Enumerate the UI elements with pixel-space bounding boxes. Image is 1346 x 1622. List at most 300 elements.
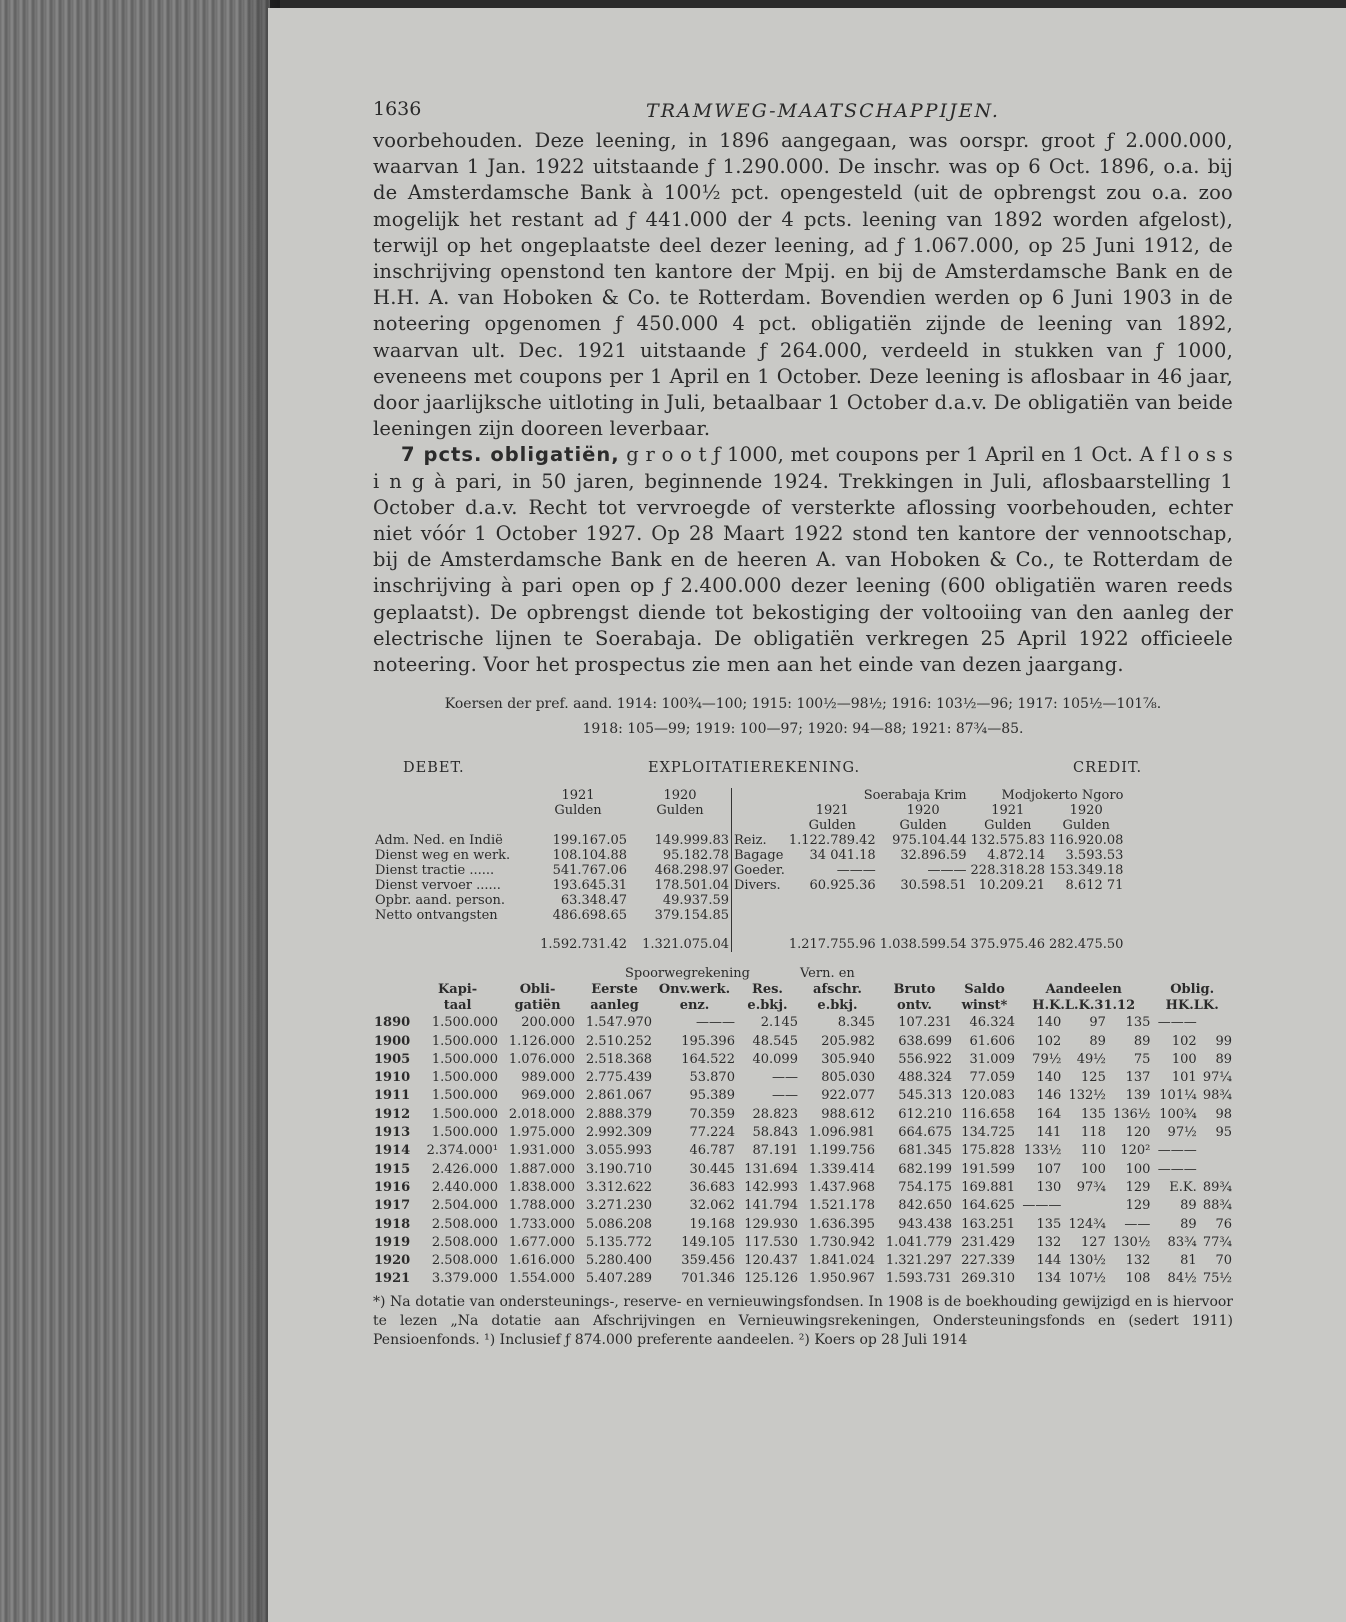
spacer: [373, 818, 527, 833]
hist-cell: ———: [1157, 1015, 1197, 1031]
hist-year: 1911: [374, 1088, 411, 1104]
hist-cell: 1.931.000: [508, 1143, 576, 1159]
hist-cell: 3.271.230: [585, 1198, 653, 1214]
hist-cell: 969.000: [521, 1088, 576, 1104]
spacer: [732, 818, 787, 833]
hist-cell: 989.000: [521, 1070, 576, 1086]
hist-cell: 129: [1125, 1198, 1151, 1214]
spacer: [373, 982, 416, 998]
hist-head-mid: [373, 982, 1233, 998]
debet-value: 199.167.05: [552, 833, 627, 849]
hist-row: [373, 1014, 1233, 1032]
credit-year: 1920: [1069, 803, 1103, 819]
debet-value: 49.937.59: [629, 893, 732, 908]
debet-label: Dienst vervoer ......: [375, 878, 501, 894]
hist-cell: 134.725: [961, 1125, 1016, 1141]
hist-cell: 140: [1036, 1070, 1062, 1086]
hist-cell: 8.345: [837, 1015, 875, 1031]
debet-value: 149.999.83: [629, 833, 732, 848]
expl-row: [373, 908, 1125, 923]
hist-cell: 136½: [1112, 1106, 1151, 1122]
credit-group-label: Modjokerto Ngoro: [1001, 788, 1124, 804]
hist-cell: 3.312.622: [585, 1179, 653, 1195]
spacer: [1047, 893, 1125, 908]
hist-cell: 77¾: [1202, 1234, 1232, 1250]
hist-cell: 164.522: [681, 1051, 735, 1067]
hist-cell: 102: [1171, 1033, 1197, 1049]
hist-cell: 2.518.368: [585, 1051, 653, 1067]
hist-cell: 922.077: [821, 1088, 875, 1104]
hist-cell: 2.861.067: [585, 1088, 653, 1104]
spacer: [373, 937, 527, 952]
hist-cell: 98¾: [1202, 1088, 1232, 1104]
hist-cell: 169.881: [961, 1179, 1016, 1195]
hist-cell: 101: [1171, 1070, 1197, 1086]
hist-cell: 100: [1125, 1161, 1151, 1177]
hist-cell: 1.950.967: [808, 1271, 875, 1287]
hist-cell: 2.508.000: [431, 1253, 499, 1269]
credit-label: Bagage: [734, 848, 784, 864]
hist-year: 1910: [374, 1070, 411, 1086]
hist-cell: 117.530: [744, 1234, 798, 1250]
hist-cell: 1.554.000: [508, 1271, 576, 1287]
hist-cell: 5.280.400: [585, 1253, 653, 1269]
hist-head-label: Saldo: [964, 982, 1005, 998]
hist-cell: [1198, 1142, 1233, 1160]
hist-cell: 682.199: [898, 1161, 953, 1177]
history-table: [373, 966, 1233, 1288]
hist-cell: 359.456: [681, 1253, 735, 1269]
hist-cell: 125.126: [744, 1271, 798, 1287]
book-page: [268, 8, 1346, 1622]
hist-cell: 681.345: [898, 1143, 953, 1159]
hist-cell: 5.135.772: [585, 1234, 653, 1250]
paragraph-1: voorbehouden. Deze leening, in 1896 aangegaan, was oorspr. groot ƒ 2.000.000, waarvan 1 Jan. 1922 uitstaande ƒ 1.290.000. De inschr. was op 6 Oct. 1896, o.a. bij de Amsterdamsche Bank à 100½ pct. opengesteld (uit de opbrengst zou o.a. zoo mogelijk het restant ad ƒ 441.000 der 4 pcts. leening van 1892 worden afgelost), terwijl op het ongeplaatste deel dezer leening, ad ƒ 1.067.000, op 25 Juni 1912, de inschrijving openstond ten kantore der Mpij. en bij de Amsterdamsche Bank en de H.H. A. van Hoboken & Co. te Rotterdam. Bovendien werden op 6 Juni 1903 in de noteering opgenomen ƒ 450.000 4 pct. obligatiën zijnde de leening van 1892, waarvan ult. Dec. 1921 uitstaande ƒ 264.000, verdeeld in stukken van ƒ 1000, eveneens met coupons per 1 April en 1 October. Deze leening is aflosbaar in 46 jaar, door jaarlijksche uitloting in Juli, betaalbaar 1 October d.a.v. De obligatiën van beide leeningen zijn dooreen leverbaar.: [373, 129, 1233, 441]
hist-cell: 97¾: [1076, 1179, 1106, 1195]
credit-label: Goeder.: [734, 863, 785, 879]
hist-cell: 49½: [1076, 1051, 1106, 1067]
hist-cell: 97½: [1167, 1125, 1197, 1141]
hist-cell: 1.500.000: [431, 1088, 499, 1104]
hist-cell: 46.324: [969, 1015, 1016, 1031]
debet-label: Netto ontvangsten: [375, 908, 498, 924]
hist-head-label: Vern. en: [799, 966, 855, 982]
hist-head-bot: [373, 998, 1233, 1014]
page-header: [373, 80, 1233, 122]
hist-cell: 638.699: [898, 1033, 953, 1049]
hist-cell: 2.504.000: [431, 1198, 499, 1214]
hist-head-label: gatiën: [514, 998, 561, 1014]
credit-value: ———: [836, 863, 876, 879]
hist-cell: 120²: [1120, 1143, 1151, 1159]
hist-cell: ——: [771, 1070, 798, 1086]
hist-cell: ———: [1157, 1143, 1197, 1159]
koersen-line-1: Koersen der pref. aand. 1914: 100¾—100; 1915: 100½—98½; 1916: 103½—96; 1917: 105½—101⅞.: [444, 696, 1162, 713]
hist-cell: 132½: [1068, 1088, 1106, 1104]
hist-cell: 107½: [1068, 1271, 1106, 1287]
expl-unit-row: [373, 803, 1125, 818]
hist-cell: 28.823: [752, 1106, 798, 1122]
credit-value: 228.318.28: [970, 863, 1045, 879]
hist-cell: 1.321.297: [885, 1253, 953, 1269]
expl-row: [373, 833, 1125, 848]
hist-row: [373, 1270, 1233, 1288]
hist-cell: 58.843: [752, 1125, 798, 1141]
hist-cell: [1198, 1014, 1233, 1032]
hist-cell: 46.787: [689, 1143, 735, 1159]
hist-cell: 124¾: [1068, 1216, 1106, 1232]
hist-cell: 118: [1081, 1125, 1106, 1141]
hist-head-label: Bruto: [893, 982, 936, 998]
hist-row: [373, 1179, 1233, 1197]
expl-credit-unit-row: [373, 818, 1125, 833]
credit-year: 1921: [991, 803, 1025, 819]
credit-group-cell: [969, 788, 1126, 803]
credit-label: CREDIT.: [1073, 760, 1143, 777]
page-content: [373, 80, 1233, 1350]
exploitatie-heading: [373, 760, 1233, 788]
spacer: [527, 923, 629, 937]
spacer: [969, 908, 1047, 923]
hist-cell: 135: [1081, 1106, 1106, 1122]
hist-cell: 2.510.252: [585, 1033, 653, 1049]
hist-cell: 5.407.289: [585, 1271, 653, 1287]
hist-cell: 89: [1215, 1051, 1232, 1067]
debet-value: 468.298.97: [629, 863, 732, 878]
hist-cell: 3.055.993: [585, 1143, 653, 1159]
hist-cell: 1.547.970: [585, 1015, 653, 1031]
hist-cell: 142.993: [744, 1179, 798, 1195]
hist-head-label: Eerste: [591, 982, 638, 998]
hist-cell: 48.545: [752, 1033, 798, 1049]
credit-value: 34 041.18: [809, 848, 876, 864]
hist-cell: 2.508.000: [431, 1216, 499, 1232]
hist-cell: 97¼: [1202, 1070, 1232, 1086]
spacer: [1047, 908, 1125, 923]
credit-value: 60.925.36: [809, 878, 876, 894]
hist-cell: 805.030: [821, 1070, 875, 1086]
credit-label: Reiz.: [734, 833, 767, 849]
hist-head-label: Obli-: [519, 982, 556, 998]
hist-cell: 1.887.000: [508, 1161, 576, 1177]
spacer: [527, 818, 629, 833]
hist-cell: 132: [1125, 1253, 1151, 1269]
hist-cell: 141.794: [744, 1198, 798, 1214]
hist-cell: 1.788.000: [508, 1198, 576, 1214]
hist-cell: 129.930: [744, 1216, 798, 1232]
hist-cell: 664.675: [898, 1125, 953, 1141]
expl-row: [373, 893, 1125, 908]
hist-year: 1914: [374, 1143, 411, 1159]
hist-cell: ——: [771, 1088, 798, 1104]
spacer: [373, 966, 576, 982]
hist-row: [373, 1069, 1233, 1087]
expl-row: [373, 848, 1125, 863]
hist-cell: 231.429: [961, 1234, 1016, 1250]
hist-cell: 132: [1036, 1234, 1062, 1250]
spacer: [787, 908, 878, 923]
hist-cell: 88¾: [1202, 1198, 1232, 1214]
hist-cell: 2.992.309: [585, 1125, 653, 1141]
spacer: [373, 998, 416, 1014]
debet-value: 108.104.88: [552, 848, 627, 864]
hist-cell: 98: [1215, 1106, 1232, 1122]
expl-row: [373, 878, 1125, 893]
hist-head-label: Oblig.: [1170, 982, 1215, 998]
hist-head-label: ontv.: [897, 998, 932, 1014]
hist-cell: 1.677.000: [508, 1234, 576, 1250]
hist-cell: 1.975.000: [508, 1125, 576, 1141]
hist-cell: ———: [1022, 1198, 1062, 1214]
hist-cell: 130: [1036, 1179, 1062, 1195]
hist-head-label: aanleg: [590, 998, 639, 1014]
credit-value: 975.104.44: [892, 833, 967, 849]
hist-cell: 77.224: [689, 1125, 735, 1141]
credit-label: Divers.: [734, 878, 781, 894]
hist-cell: 133½: [1023, 1143, 1062, 1159]
hist-cell: 1.500.000: [431, 1070, 499, 1086]
hist-year: 1919: [374, 1234, 411, 1250]
hist-cell: 1.841.024: [808, 1253, 875, 1269]
hist-cell: 164.625: [961, 1198, 1016, 1214]
hist-cell: 164: [1036, 1106, 1062, 1122]
hist-cell: 754.175: [898, 1179, 953, 1195]
debet-label: Adm. Ned. en Indië: [375, 833, 503, 849]
hist-cell: 175.828: [961, 1143, 1016, 1159]
hist-cell: 1.730.942: [808, 1234, 875, 1250]
hist-head-label: taal: [443, 998, 472, 1014]
spacer: [787, 893, 878, 908]
hist-cell: 130½: [1068, 1253, 1106, 1269]
hist-head-label: winst*: [961, 998, 1008, 1014]
hist-cell: 75: [1133, 1051, 1151, 1067]
hist-cell: 163.251: [961, 1216, 1016, 1232]
credit-year: 1921: [815, 803, 849, 819]
hist-cell: [1062, 1197, 1107, 1215]
hist-cell: 135: [1125, 1015, 1151, 1031]
hist-cell: 81: [1180, 1253, 1197, 1269]
hist-cell: 19.168: [689, 1216, 735, 1232]
hist-year: 1920: [374, 1253, 411, 1269]
hist-cell: 84½: [1167, 1271, 1197, 1287]
hist-cell: 2.426.000: [431, 1161, 499, 1177]
credit-total: 1.217.755.96: [788, 937, 876, 953]
hist-head-label: Aandeelen: [1045, 982, 1122, 998]
hist-cell: 149.105: [681, 1234, 735, 1250]
exploitatie-table: [373, 788, 1125, 952]
hist-cell: 205.982: [821, 1033, 875, 1049]
spacer: [878, 893, 969, 908]
hist-cell: 988.612: [821, 1106, 875, 1122]
hist-cell: 1.636.395: [808, 1216, 875, 1232]
hist-cell: 2.440.000: [431, 1179, 499, 1195]
unit-label: Gulden: [984, 818, 1032, 834]
hist-cell: 269.310: [961, 1271, 1016, 1287]
credit-value: 132.575.83: [970, 833, 1045, 849]
footnote: *) Na dotatie van ondersteunings-, reserve- en vernieuwingsfondsen. In 1908 is de boekhouding gewijzigd en is hiervoor te lezen „Na dotatie aan Afschrijvingen en Vernieuwingsrekeningen, Ondersteuningsfonds en (sedert 1911) Pensioenfonds. ¹) Inclusief ƒ 874.000 preferente aandeelen. ²) Koers op 28 Juli 1914: [373, 1293, 1233, 1348]
hist-cell: 144: [1036, 1253, 1062, 1269]
hist-year: 1912: [374, 1106, 411, 1122]
hist-cell: 134: [1036, 1271, 1062, 1287]
unit-label: Gulden: [899, 818, 947, 834]
hist-cell: 556.922: [898, 1051, 953, 1067]
spacer: [732, 893, 787, 908]
hist-cell: [1198, 1161, 1233, 1179]
debet-value: 193.645.31: [552, 878, 627, 894]
hist-cell: 53.870: [689, 1070, 735, 1086]
hist-cell: 3.190.710: [585, 1161, 653, 1177]
hist-cell: 227.339: [961, 1253, 1016, 1269]
hist-cell: 116.658: [961, 1106, 1016, 1122]
hist-cell: 139: [1125, 1088, 1151, 1104]
debet-year: 1920: [629, 788, 732, 803]
hist-row: [373, 1197, 1233, 1215]
running-title: TRAMWEG-MAATSCHAPPIJEN.: [646, 100, 1000, 122]
hist-cell: 2.775.439: [585, 1070, 653, 1086]
koersen-block: [373, 692, 1233, 742]
hist-cell: ———: [695, 1015, 735, 1031]
hist-cell: 127: [1081, 1234, 1106, 1250]
hist-row: [373, 1106, 1233, 1124]
hist-cell: 100: [1171, 1051, 1197, 1067]
hist-cell: 102: [1036, 1033, 1062, 1049]
hist-cell: 195.396: [681, 1033, 735, 1049]
hist-cell: 70.359: [689, 1106, 735, 1122]
hist-cell: 1.500.000: [431, 1015, 499, 1031]
hist-cell: 89: [1180, 1198, 1197, 1214]
hist-cell: 1.096.981: [808, 1125, 875, 1141]
hist-cell: 1.593.731: [885, 1271, 953, 1287]
hist-cell: 77.059: [969, 1070, 1016, 1086]
hist-cell: 1.733.000: [508, 1216, 576, 1232]
hist-cell: 89: [1180, 1216, 1197, 1232]
hist-cell: 2.374.000¹: [426, 1143, 499, 1159]
hist-year: 1918: [374, 1216, 411, 1232]
hist-cell: 1.500.000: [431, 1033, 499, 1049]
hist-cell: 100¾: [1159, 1106, 1197, 1122]
hist-row: [373, 1051, 1233, 1069]
spacer: [373, 923, 527, 937]
credit-value: 116.920.08: [1048, 833, 1124, 849]
hist-cell: 612.210: [898, 1106, 953, 1122]
hist-row: [373, 1234, 1233, 1252]
credit-value: 1.122.789.42: [788, 833, 876, 849]
paragraph-2: [373, 442, 1233, 678]
debet-total: 1.321.075.04: [629, 937, 732, 952]
debet-value: 486.698.65: [552, 908, 627, 924]
debet-year: 1921: [561, 788, 595, 804]
credit-year: 1920: [906, 803, 940, 819]
hist-head-label: e.bkj.: [747, 998, 788, 1014]
debet-label: Dienst weg en werk.: [375, 848, 511, 864]
credit-value: 32.896.59: [900, 848, 967, 864]
hist-cell: 2.508.000: [431, 1234, 499, 1250]
hist-cell: 1.616.000: [508, 1253, 576, 1269]
credit-value: 30.598.51: [900, 878, 967, 894]
hist-row: [373, 1252, 1233, 1270]
hist-cell: 1.041.779: [885, 1234, 953, 1250]
hist-cell: 200.000: [521, 1015, 576, 1031]
hist-cell: 100: [1081, 1161, 1106, 1177]
hist-year: 1916: [374, 1179, 411, 1195]
hist-row: [373, 1124, 1233, 1142]
hist-cell: 1.500.000: [431, 1125, 499, 1141]
spacer: [373, 803, 527, 818]
hist-cell: 120.083: [961, 1088, 1016, 1104]
hist-cell: 120: [1125, 1125, 1151, 1141]
hist-cell: 61.606: [969, 1033, 1016, 1049]
hist-year: 1915: [374, 1161, 411, 1177]
hist-cell: 1.521.178: [808, 1198, 875, 1214]
hist-head-label: enz.: [679, 998, 710, 1014]
hist-year: 1921: [374, 1271, 411, 1287]
debet-label: Dienst tractie ......: [375, 863, 495, 879]
hist-cell: 1.437.968: [808, 1179, 875, 1195]
hist-head-top: [373, 966, 1233, 982]
expl-year-row: [373, 788, 1125, 803]
debet-label: Opbr. aand. person.: [375, 893, 506, 909]
hist-cell: 1.076.000: [508, 1051, 576, 1067]
hist-cell: 545.313: [898, 1088, 953, 1104]
hist-cell: 943.438: [898, 1216, 953, 1232]
debet-value: 63.348.47: [560, 893, 627, 909]
hist-cell: 488.324: [898, 1070, 953, 1086]
hist-year: 1917: [374, 1198, 411, 1214]
hist-cell: 140: [1036, 1015, 1062, 1031]
hist-head-label: Kapi-: [438, 982, 478, 998]
hist-cell: 87.191: [752, 1143, 798, 1159]
hist-cell: 75½: [1202, 1271, 1232, 1287]
hist-cell: 146: [1036, 1088, 1062, 1104]
hist-cell: 89: [1089, 1033, 1106, 1049]
hist-cell: 95.389: [689, 1088, 735, 1104]
debet-value: 541.767.06: [552, 863, 627, 879]
paragraph-2-text: g r o o t ƒ 1000, met coupons per 1 April en 1 Oct. A f l o s s i n g à pari, in 50 jaren, beginnende 1924. Trekkingen in Juli, aflosbaarstelling 1 October d.a.v. Recht tot vervroegde of versterkte aflossing voorbehouden, echter niet vóór 1 October 1927. Op 28 Maart 1922 stond ten kantore der vennootschap, bij de Amsterdamsche Bank en de heeren A. van Hoboken & Co., te Rotterdam de inschrijving à pari open op ƒ 2.400.000 dezer leening (600 obligatiën waren reeds geplaatst). De opbrengst diende tot bekostiging der voltooiing van den aanleg der electrische lijnen te Soerabaja. De obligatiën verkregen 25 April 1922 officieele noteering. Voor het prospectus zie men aan het einde van dezen jaargang.: [373, 443, 1233, 677]
paragraph-2-lead: 7 pcts. obligatiën,: [401, 443, 620, 467]
spacer: [878, 908, 969, 923]
page-number: 1636: [373, 98, 422, 120]
spacer: [732, 803, 787, 818]
hist-head-label: H.K.L.K.31.12: [1032, 998, 1136, 1014]
hist-cell: 101¼: [1159, 1088, 1197, 1104]
credit-value: 8.612 71: [1065, 878, 1124, 894]
hist-cell: 40.099: [752, 1051, 798, 1067]
hist-head-label: HK.LK.: [1165, 998, 1219, 1014]
hist-row: [373, 1216, 1233, 1234]
spacer: [953, 966, 1233, 982]
hist-cell: 1.838.000: [508, 1179, 576, 1195]
hist-year: 1913: [374, 1125, 411, 1141]
debet-total: 1.592.731.42: [540, 937, 627, 953]
hist-head-label: e.bkj.: [817, 998, 858, 1014]
spacer: [373, 788, 527, 803]
spacer: [969, 893, 1047, 908]
spacer: [732, 908, 787, 923]
credit-total: 1.038.599.54: [879, 937, 967, 953]
hist-cell: 842.650: [898, 1198, 953, 1214]
unit-label: Gulden: [808, 818, 856, 834]
expl-total-row: [373, 937, 1125, 952]
credit-value: 10.209.21: [978, 878, 1045, 894]
hist-cell: 76: [1215, 1216, 1232, 1232]
hist-cell: 130½: [1112, 1234, 1151, 1250]
hist-cell: 70: [1215, 1253, 1232, 1269]
hist-cell: 89: [1133, 1033, 1151, 1049]
hist-cell: 701.346: [681, 1271, 735, 1287]
hist-cell: 131.694: [744, 1161, 798, 1177]
hist-cell: 5.086.208: [585, 1216, 653, 1232]
hist-cell: 97: [1089, 1015, 1106, 1031]
